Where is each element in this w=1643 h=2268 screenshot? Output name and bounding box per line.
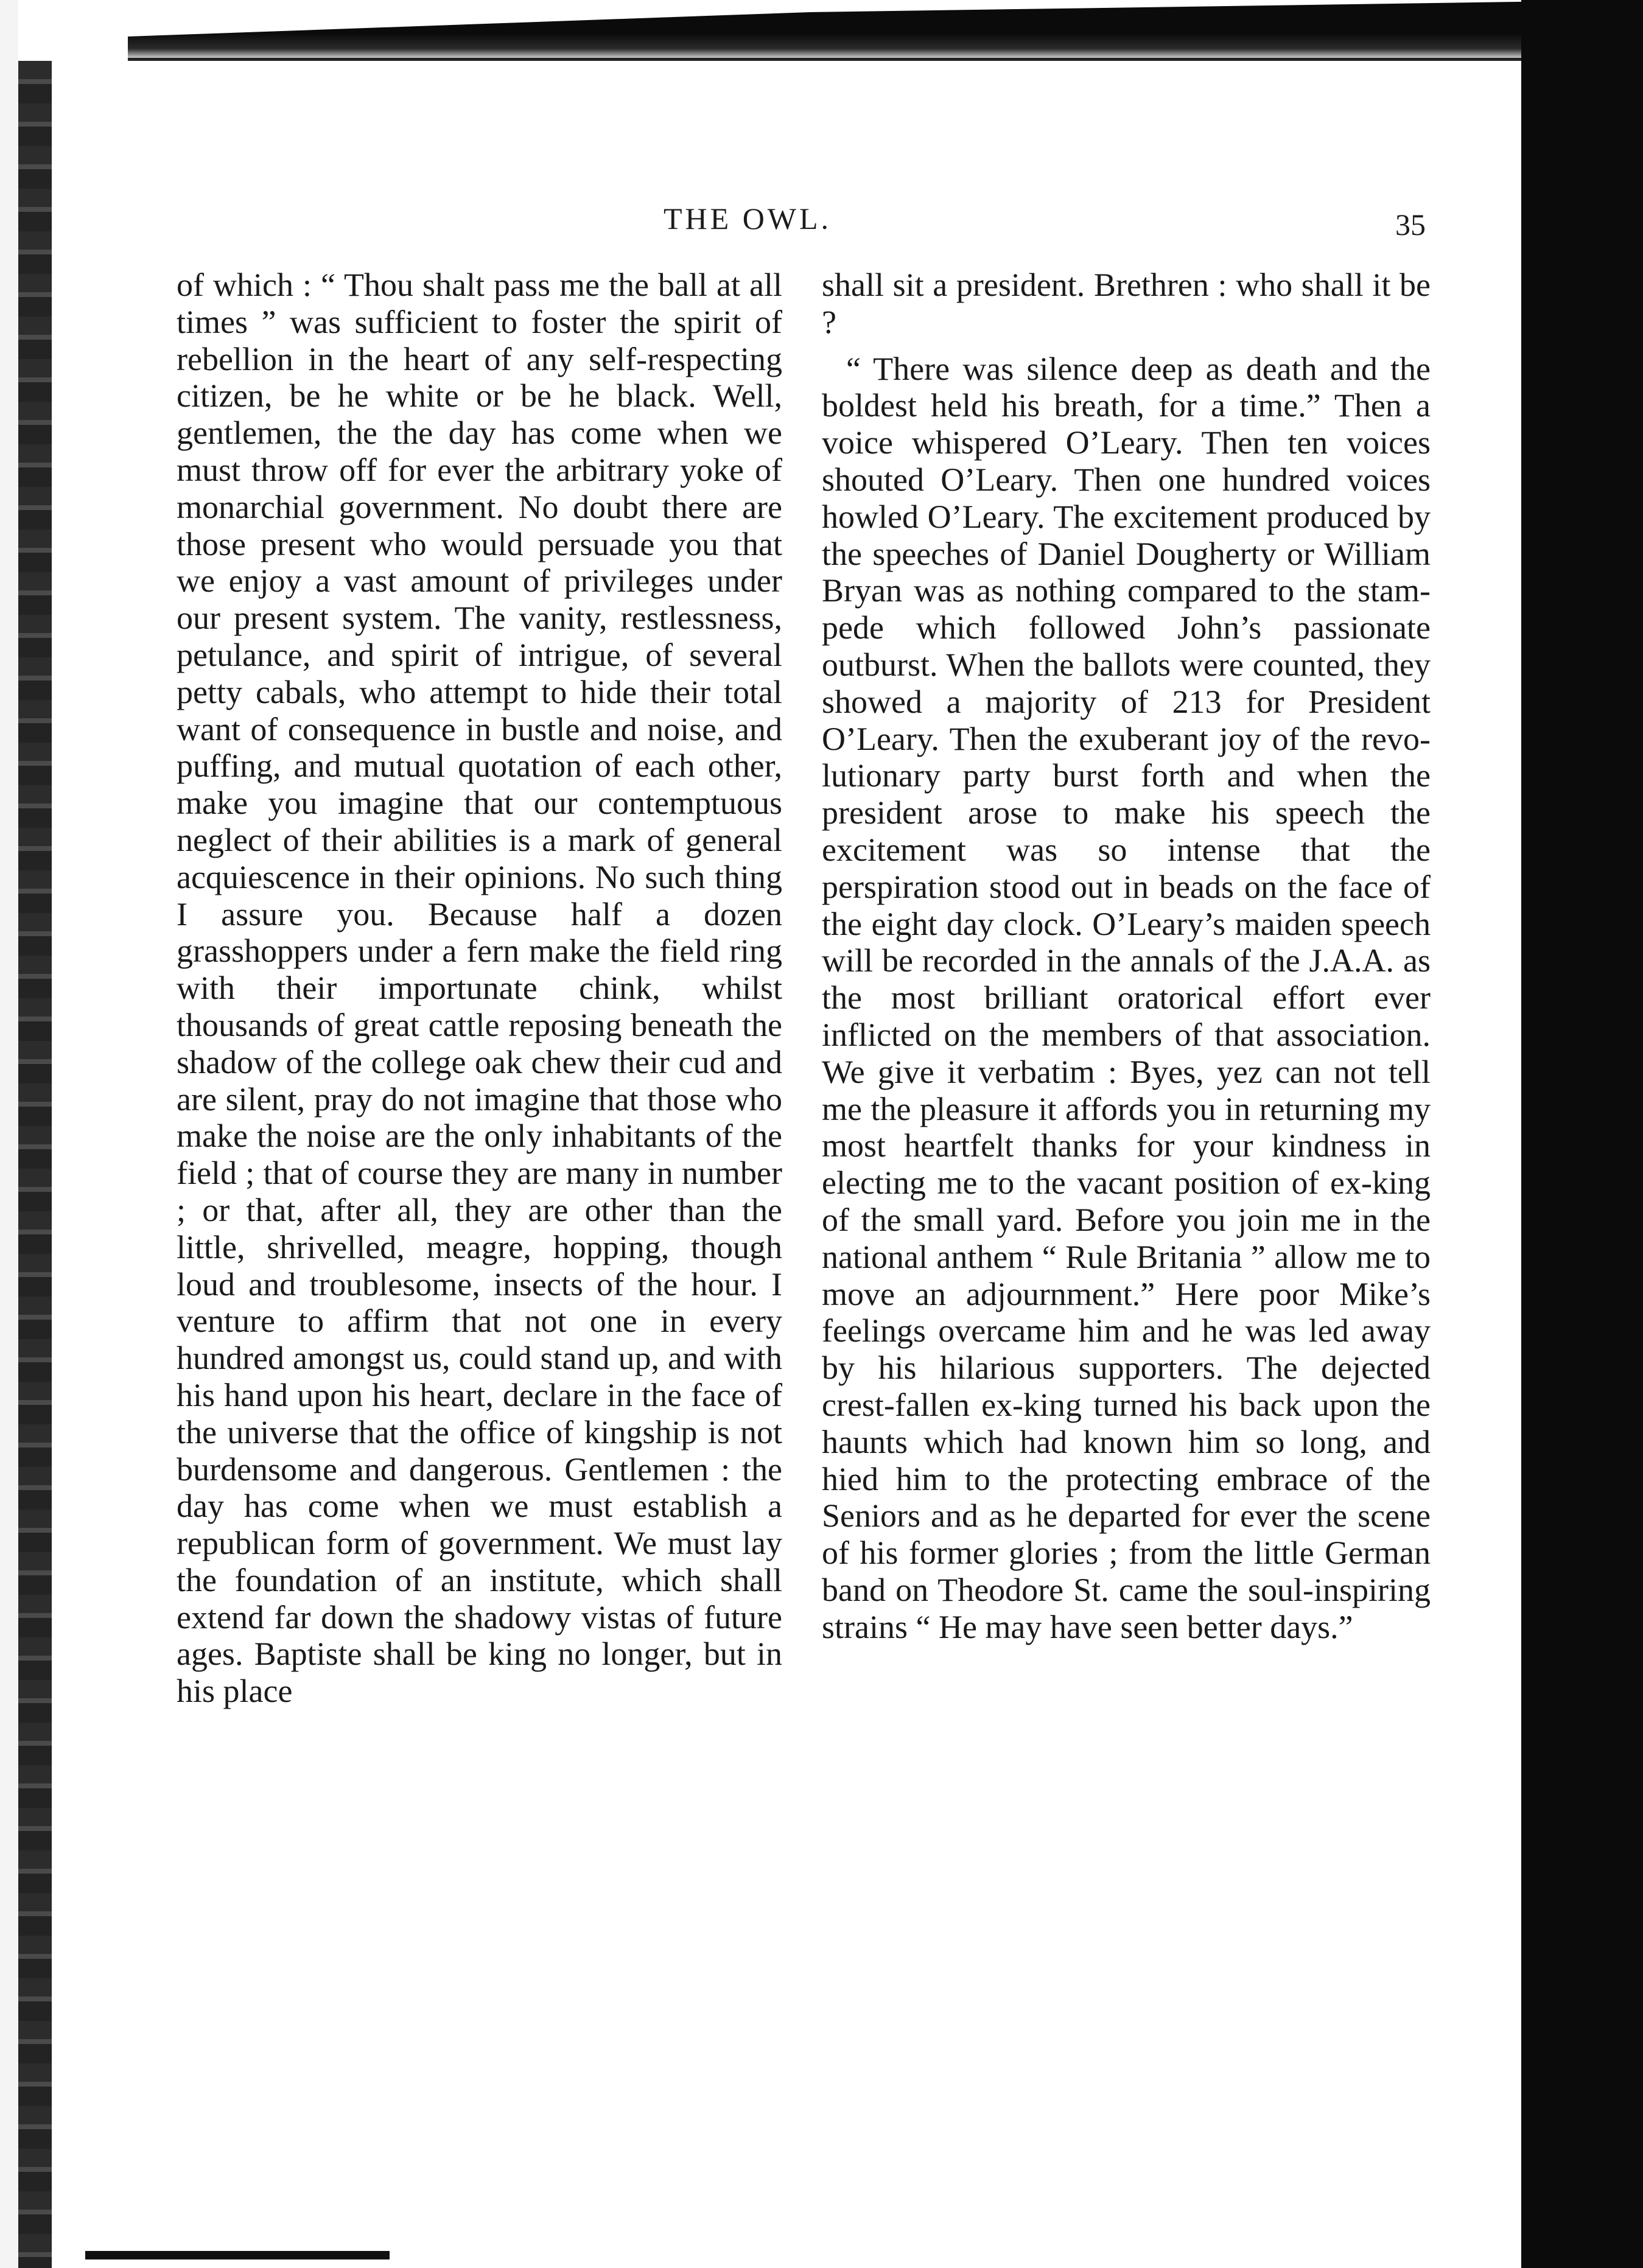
- scan-top-shadow: [128, 0, 1643, 61]
- scan-bottom-mark: [85, 2251, 390, 2259]
- scan-right-shadow: [1521, 0, 1643, 2268]
- right-paragraph-2: “ There was silence deep as death and the boldest held his breath, for a time.” Then a voice whispered O’Leary. Then ten voices shouted O’Leary. Then one hundred voices howled O’Leary. The excitement produced by the speeches of Daniel Dougherty or William Bryan was as nothing compared to the stampede which followed John’s passionate outburst. When the ballots were counted, they showed a majority of 213 for President O’Leary. Then the exuberant joy of the revolutionary party burst forth and when the president arose to make his speech the excitement was so intense that the perspiration stood out in beads on the face of the eight day clock. O’Leary’s maiden speech will be recorded in the annals of the J.A.A. as the most brilliant oratorical effort ever inflicted on the members of that association. We give it verbatim : Byes, yez can not tell me the pleasure it affords you in returning my most heartfelt thanks for your kindness in electing me to the vacant position of ex-king of the small yard. Before you join me in the national anthem “ Rule Britania ” allow me to move an adjournment.” Here poor Mike’s feelings overcame him and he was led away by his hilarious supporters. The dejected crest-fallen ex-king turned his back upon the haunts which had known him so long, and hied him to the protecting embrace of the Seniors and as he departed for ever the scene of his former glories ; from the little German band on Theodore St. came the soul-inspiring strains “ He may have seen better days.”: [822, 350, 1431, 1645]
- page-number: 35: [1395, 208, 1426, 242]
- right-column: [822, 267, 1431, 1645]
- running-head-title: THE OWL.: [664, 201, 832, 236]
- left-column: [177, 267, 782, 1710]
- left-paragraph-1: of which : “ Thou shalt pass me the ball at all times ” was sufficient to foster the spirit of rebellion in the heart of any self-respecting citizen, be he white or be he black. Well, gentlemen, the the day has come when we must throw off for ever the arbitrary yoke of monarchial government. No doubt there are those present who would persuade you that we enjoy a vast amount of privileges under our present system. The vanity, restlessness, petulance, and spirit of intrigue, of several petty cabals, who attempt to hide their total want of consequence in bustle and noise, and puffing, and mutual quotation of each other, make you imagine that our contemptuous neglect of their abilities is a mark of general acquiescence in their opinions. No such thing I assure you. Because half a dozen grasshoppers under a fern make the field ring with their importunate chink, whilst thousands of great cattle reposing beneath the shadow of the college oak chew their cud and are silent, pray do not imagine that those who make the noise are the only inhabitants of the field ; that of course they are many in number ; or that, after all, they are other than the little, shrivelled, meagre, hopping, though loud and troublesome, insects of the hour. I venture to affirm that not one in every hundred amongst us, could stand up, and with his hand upon his heart, declare in the face of the universe that the office of kingship is not burdensome and dangerous. Gentlemen : the day has come when we must establish a republican form of government. We must lay the foundation of an institute, which shall extend far down the shadowy vistas of future ages. Baptiste shall be king no longer, but in his place: [177, 267, 782, 1710]
- scan-binding-shadow: [18, 61, 52, 2268]
- scan-left-margin: [0, 0, 18, 2268]
- scan-top-rule: [128, 58, 1528, 61]
- right-paragraph-1: shall sit a president. Brethren : who shall it be ?: [822, 267, 1431, 340]
